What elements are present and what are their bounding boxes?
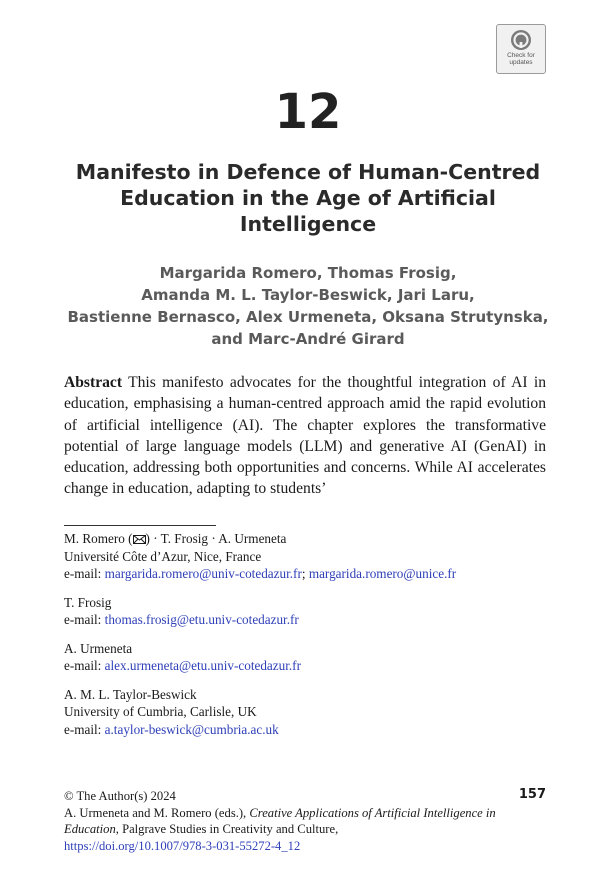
chapter-number: 12 bbox=[274, 84, 342, 140]
affiliation-name: T. Frosig bbox=[64, 594, 112, 610]
page-number: 157 bbox=[518, 787, 546, 802]
series: , Palgrave Studies in Creativity and Culture, bbox=[115, 822, 339, 836]
affiliation-frosig bbox=[64, 594, 546, 629]
names-after: ) · T. Frosig · A. Urmeneta bbox=[145, 531, 287, 546]
email-link-taylor-beswick[interactable]: a.taylor-beswick@cumbria.ac.uk bbox=[104, 721, 279, 737]
names-before: M. Romero ( bbox=[64, 531, 133, 546]
affiliation-email-line bbox=[64, 657, 546, 675]
doi-link[interactable]: https://doi.org/10.1007/978-3-031-55272-4_12 bbox=[64, 838, 301, 853]
affiliation-urmeneta bbox=[64, 640, 546, 675]
affiliation-institution: Université Côte d’Azur, Nice, France bbox=[64, 548, 262, 564]
check-for-updates-icon bbox=[510, 29, 532, 51]
title-line-2: Education in the Age of Artificial bbox=[120, 186, 496, 210]
email-link-frosig[interactable]: thomas.frosig@etu.univ-cotedazur.fr bbox=[104, 612, 299, 627]
email-label: e-mail: bbox=[64, 721, 105, 737]
book-title-part-1: Creative Applications of Artificial Intelligence in bbox=[249, 805, 496, 820]
abstract-text: This manifesto advocates for the thoughtful integration of AI in education, emphasising a human-centred approach amid the rapid evolution of artificial intelligence (AI). The chapter explores the transformative potential of large language models (LLM) and generative AI (GenAI) in education, addressing both opportunities and concerns. While AI accelerates change in education, adapting to students’ bbox=[64, 374, 546, 498]
copyright-footer bbox=[64, 788, 534, 854]
affiliation-romero bbox=[64, 530, 546, 583]
affiliation-email-line bbox=[64, 565, 546, 583]
email-label: e-mail: bbox=[64, 566, 105, 581]
email-link-romero-2[interactable]: margarida.romero@unice.fr bbox=[308, 566, 457, 581]
affiliation-email-line bbox=[64, 721, 546, 739]
editors: A. Urmeneta and M. Romero (eds.), bbox=[64, 805, 250, 820]
footnote-divider bbox=[64, 525, 216, 526]
affiliations bbox=[64, 530, 546, 749]
affiliation-name: A. Urmeneta bbox=[64, 640, 133, 656]
citation-line-2 bbox=[64, 821, 534, 838]
affiliation-email-line bbox=[64, 611, 546, 629]
affiliation-names bbox=[64, 530, 546, 548]
badge-line-1: Check for bbox=[507, 52, 535, 59]
citation-line-1 bbox=[64, 805, 534, 822]
badge-label bbox=[507, 52, 535, 66]
badge-line-2: updates bbox=[509, 59, 533, 66]
envelope-icon bbox=[133, 535, 146, 544]
title-line-1: Manifesto in Defence of Human-Centred bbox=[75, 160, 541, 184]
author-line: Margarida Romero, Thomas Frosig, bbox=[159, 264, 457, 282]
affiliation-institution: University of Cumbria, Carlisle, UK bbox=[64, 704, 257, 719]
affiliation-name: A. M. L. Taylor-Beswick bbox=[64, 686, 197, 702]
email-separator: ; bbox=[301, 566, 309, 581]
email-label: e-mail: bbox=[64, 612, 105, 627]
affiliation-taylor-beswick bbox=[64, 686, 546, 739]
author-line: and Marc-André Girard bbox=[211, 330, 405, 348]
author-list bbox=[40, 262, 576, 350]
abstract bbox=[64, 372, 546, 500]
email-link-urmeneta[interactable]: alex.urmeneta@etu.univ-cotedazur.fr bbox=[104, 658, 301, 673]
check-for-updates-badge[interactable] bbox=[496, 24, 546, 74]
copyright-line: © The Author(s) 2024 bbox=[64, 789, 176, 803]
author-line: Amanda M. L. Taylor-Beswick, Jari Laru, bbox=[141, 286, 475, 304]
book-title-part-2: Education bbox=[64, 822, 116, 836]
title-line-3: Intelligence bbox=[239, 212, 377, 236]
chapter-title bbox=[40, 159, 576, 237]
email-label: e-mail: bbox=[64, 658, 105, 673]
author-line: Bastienne Bernasco, Alex Urmeneta, Oksana Strutynska, bbox=[67, 308, 549, 326]
abstract-label: Abstract bbox=[64, 374, 123, 391]
doi-line bbox=[64, 838, 534, 855]
email-link-romero-1[interactable]: margarida.romero@univ-cotedazur.fr bbox=[104, 566, 302, 581]
